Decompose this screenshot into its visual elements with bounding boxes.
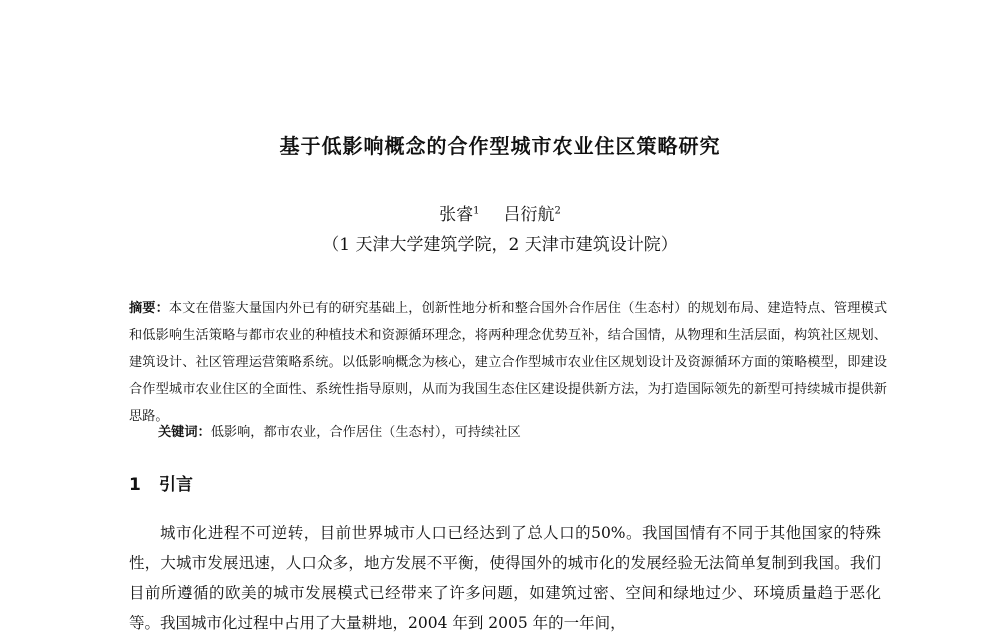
section-number: 1 <box>129 475 141 495</box>
keywords-line <box>158 421 878 445</box>
author-line <box>0 200 1000 225</box>
author-name: 张睿 <box>439 205 474 225</box>
keywords-label: 关键词： <box>158 425 211 440</box>
paper-title: 基于低影响概念的合作型城市农业住区策略研究 <box>279 134 721 158</box>
author-affiliation-mark: 1 <box>473 205 480 217</box>
abstract-text: 本文在借鉴大量国内外已有的研究基础上，创新性地分析和整合国外合作居住（生态村）的规划布局、建造特点、管理模式和低影响生活策略与都市农业的种植技术和资源循环理念，将两种理念优势互补，结合国情，从物理和生活层面，构筑社区规划、建筑设计、社区管理运营策略系统。以低影响概念为核心，建立合作型城市农业住区规划设计及资源循环方面的策略模型，即建设合作型城市农业住区的全面性、系统性指导原则，从而为我国生态住区建设提供新方法，为打造国际领先的新型可持续城市提供新思路。 <box>129 301 888 424</box>
body-paragraph: 城市化进程不可逆转，目前世界城市人口已经达到了总人口的50%。我国国情有不同于其他国家的特殊性，大城市发展迅速，人口众多，地方发展不平衡，使得国外的城市化的发展经验无法简单复制到我国。我们目前所遵循的欧美的城市发展模式已经带来了许多问题，如建筑过密、空间和绿地过少、环境质量趋于恶化等。我国城市化过程中占用了大量耕地，2004 年到 2005 年的一年间， <box>129 524 881 632</box>
author-name: 吕衍航 <box>503 205 555 225</box>
section-heading <box>129 470 193 495</box>
keywords-text: 低影响，都市农业，合作居住（生态村），可持续社区 <box>210 425 521 440</box>
affiliation-line: （1 天津大学建筑学院，2 天津市建筑设计院） <box>322 235 678 255</box>
abstract-paragraph <box>129 295 887 430</box>
abstract-label: 摘要： <box>129 301 169 316</box>
author-affiliation-mark: 2 <box>554 205 561 217</box>
section-title: 引言 <box>159 475 193 495</box>
